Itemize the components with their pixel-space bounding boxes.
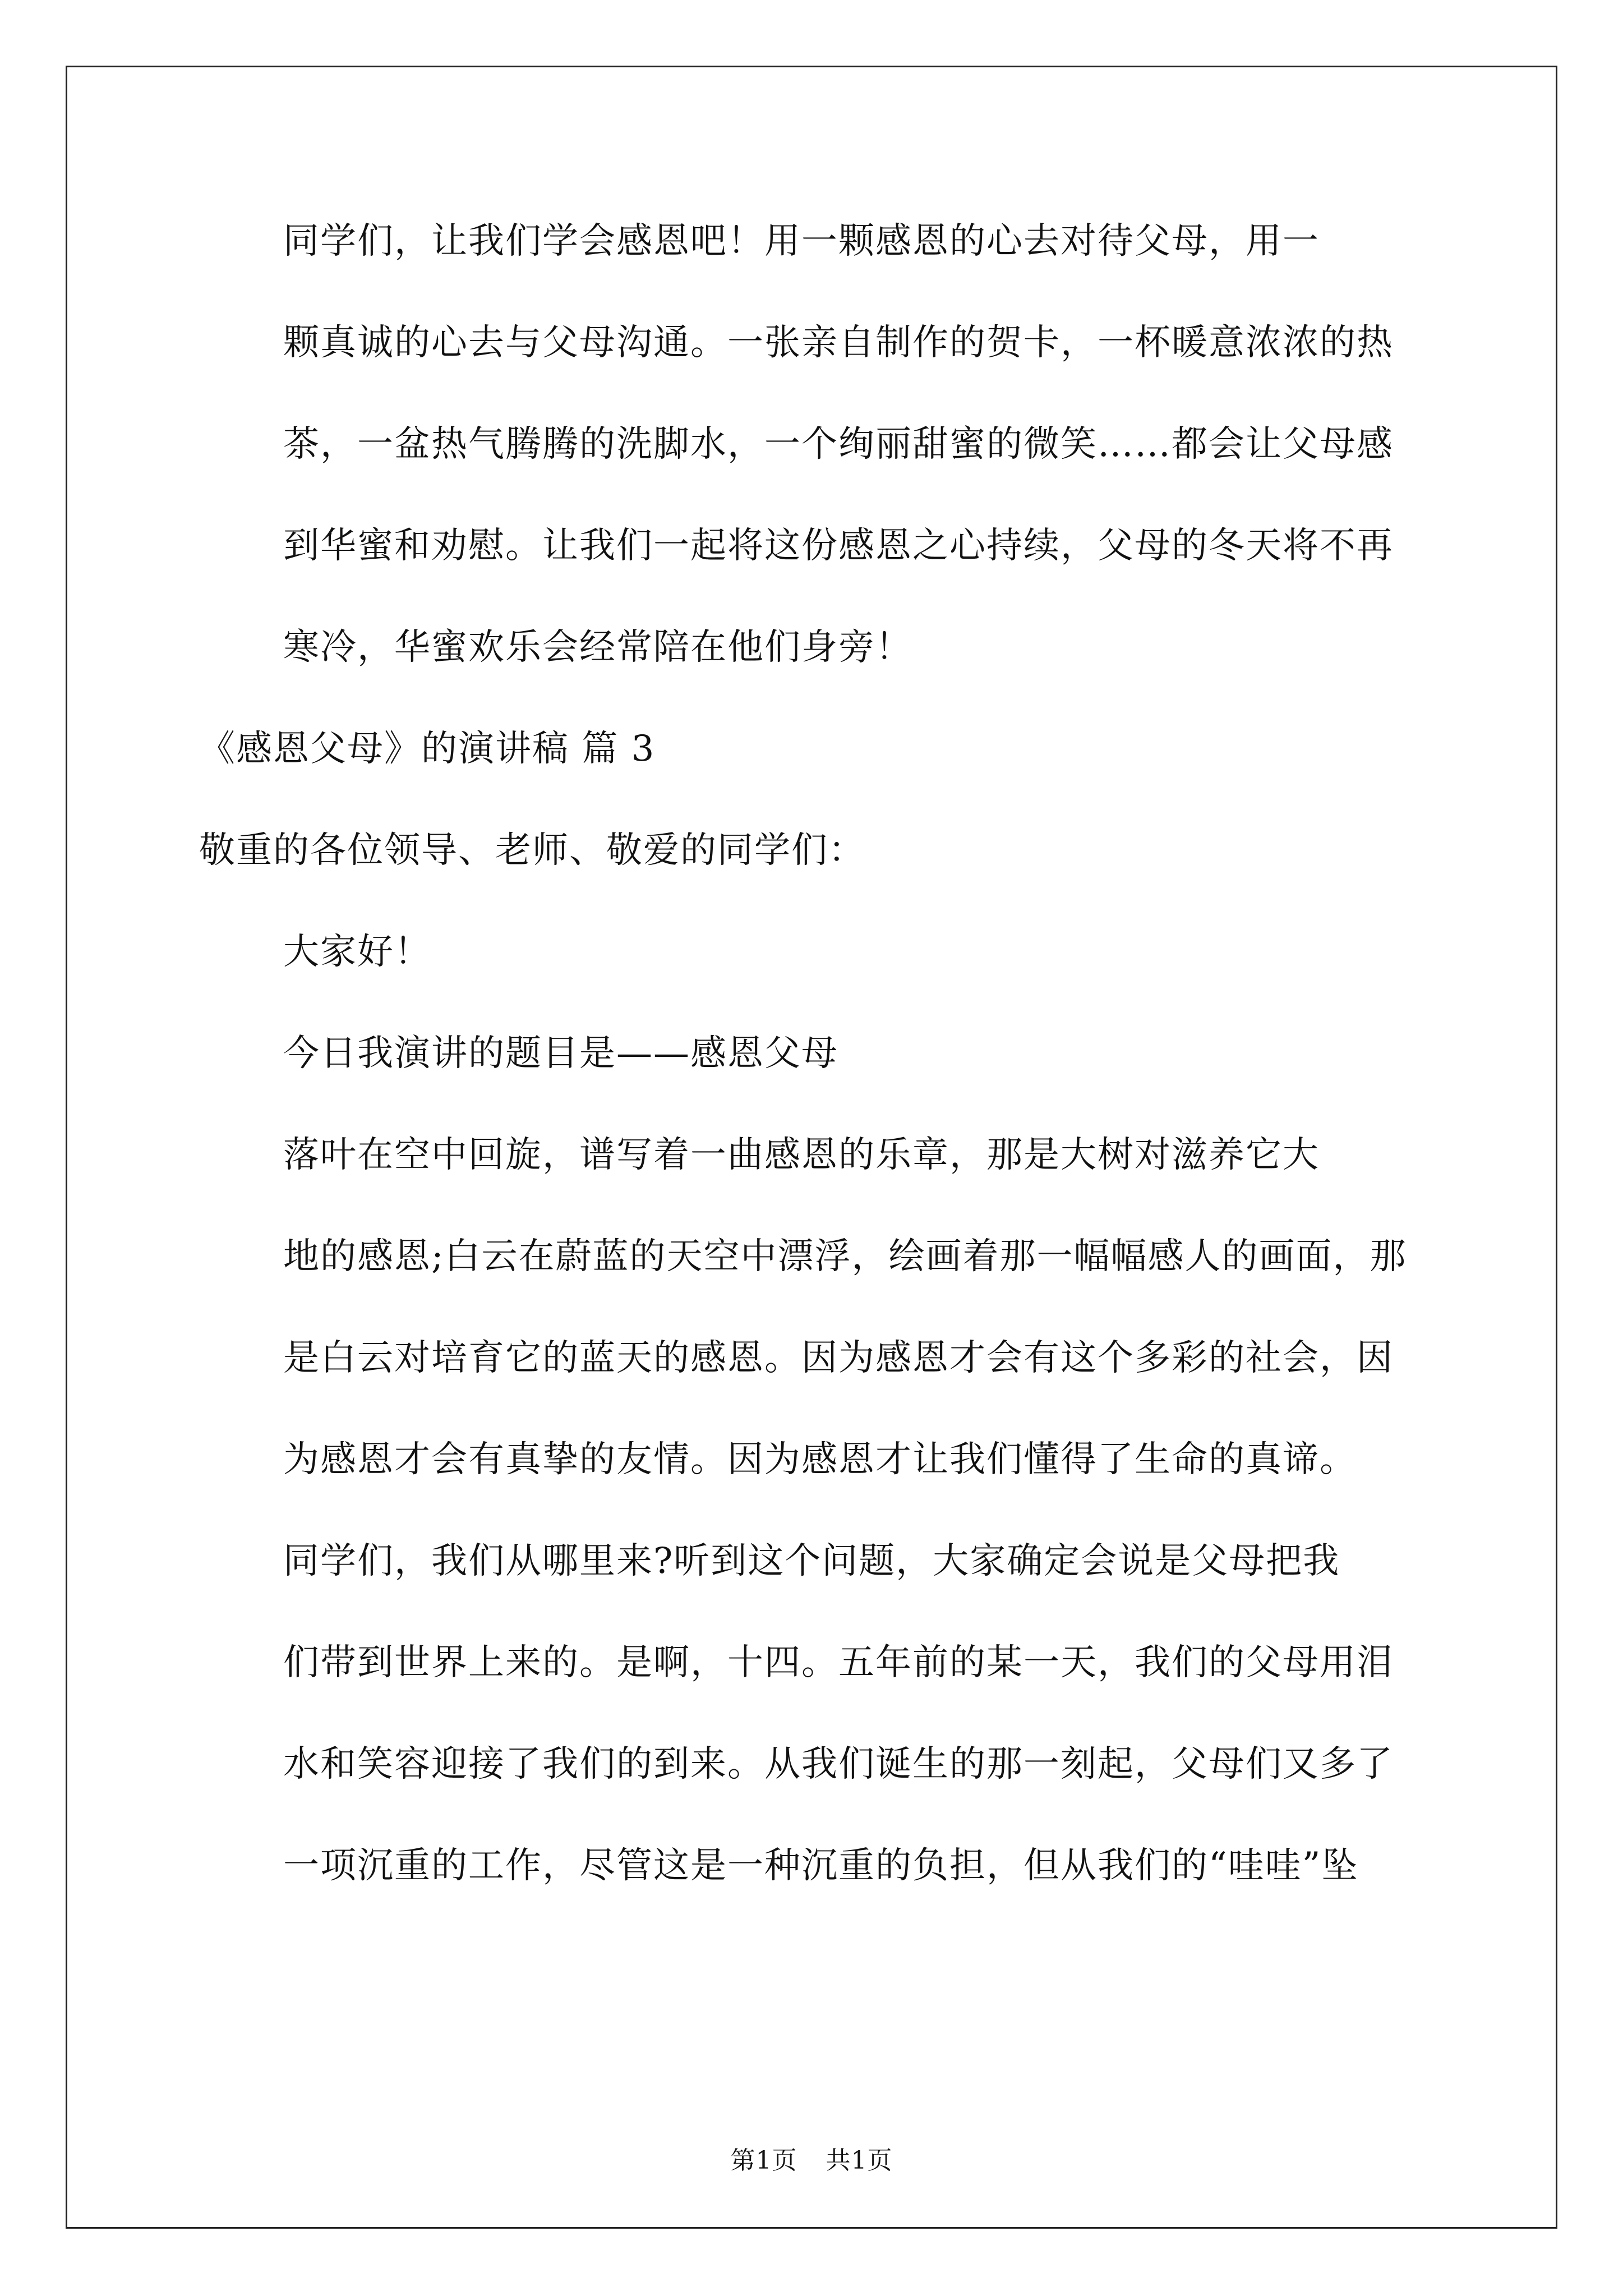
- salutation-text: 敬重的各位领导、老师、敬爱的同学们：: [199, 830, 865, 871]
- text-line: 们带到世界上来的。是啊，十四。五年前的某一天，我们的父母用泪: [283, 1642, 1394, 1683]
- document-body: [199, 191, 1430, 1917]
- text-line: 水和笑容迎接了我们的到来。从我们诞生的那一刻起，父母们又多了: [283, 1743, 1394, 1785]
- text-line: 同学们，让我们学会感恩吧！用一颗感恩的心去对待父母，用一: [283, 220, 1320, 262]
- paragraph-where-from: [199, 1511, 1430, 1917]
- text-line: 到华蜜和劝慰。让我们一起将这份感恩之心持续，父母的冬天将不再: [283, 525, 1394, 567]
- text-line: 为感恩才会有真挚的友情。因为感恩才让我们懂得了生命的真谛。: [283, 1439, 1357, 1480]
- section-heading: [199, 698, 1430, 800]
- greeting: [199, 901, 1430, 1003]
- text-line: 茶，一盆热气腾腾的洗脚水，一个绚丽甜蜜的微笑……都会让父母感: [283, 424, 1394, 465]
- heading-text: 《感恩父母》的演讲稿 篇 3: [199, 728, 656, 770]
- text-line: 是白云对培育它的蓝天的感恩。因为感恩才会有这个多彩的社会，因: [283, 1337, 1394, 1379]
- page-number: 第1页: [730, 2146, 797, 2175]
- text-line: 寒冷，华蜜欢乐会经常陪在他们身旁！: [283, 627, 912, 668]
- page-footer: [0, 2140, 1623, 2176]
- paragraph-gratitude-nature: [199, 1105, 1430, 1511]
- paragraph-closing: [199, 191, 1430, 698]
- page-total: 共1页: [826, 2146, 893, 2175]
- text-line: 地的感恩;白云在蔚蓝的天空中漂浮，绘画着那一幅幅感人的画面，那: [283, 1236, 1407, 1277]
- text-line: 落叶在空中回旋，谱写着一曲感恩的乐章，那是大树对滋养它大: [283, 1134, 1320, 1176]
- text-line: 颗真诚的心去与父母沟通。一张亲自制作的贺卡，一杯暖意浓浓的热: [283, 322, 1394, 364]
- salutation: [199, 800, 1430, 901]
- text-line: 同学们，我们从哪里来?听到这个问题，大家确定会说是父母把我: [283, 1540, 1340, 1582]
- text-line: 一项沉重的工作，尽管这是一种沉重的负担，但从我们的“哇哇”坠: [283, 1845, 1359, 1887]
- greeting-text: 大家好！: [283, 931, 431, 973]
- topic-text: 今日我演讲的题目是——感恩父母: [283, 1033, 838, 1074]
- speech-topic: [199, 1003, 1430, 1105]
